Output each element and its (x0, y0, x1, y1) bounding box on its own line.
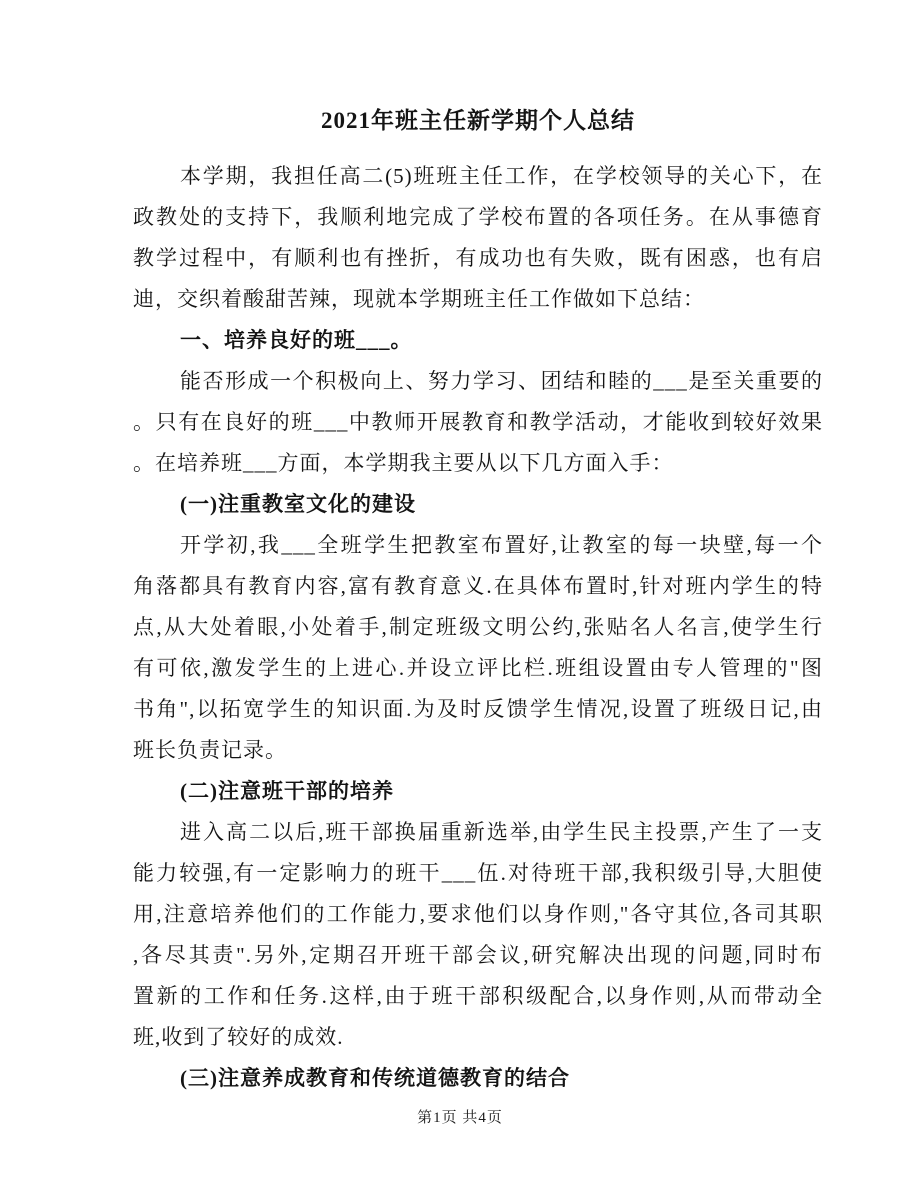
heading-line: 一、培养良好的班___。 (180, 328, 413, 352)
text-line: 班长负责记录。 (133, 738, 287, 762)
text-line: 能力较强,有一定影响力的班干___伍.对待班干部,我积级引导,大胆使 (133, 861, 823, 885)
text-line: 本学期，我担任高二(5)班班主任工作，在学校领导的关心下，在 (180, 164, 823, 188)
section-heading (133, 320, 823, 361)
text-line: 迪，交织着酸甜苦辣，现就本学期班主任工作做如下总结： (133, 287, 705, 311)
page-footer: 第1页 共4页 (417, 1110, 503, 1126)
text-line: 角落都具有教育内容,富有教育意义.在具体布置时,针对班内学生的特 (133, 574, 823, 598)
text-line: 开学初,我___全班学生把教室布置好,让教室的每一块壁,每一个 (180, 533, 823, 557)
section-heading (133, 771, 823, 812)
text-line: 进入高二以后,班干部换届重新选举,由学生民主投票,产生了一支 (180, 820, 823, 844)
text-line: 政教处的支持下，我顺利地完成了学校布置的各项任务。在从事德育 (133, 205, 823, 229)
section-heading (133, 484, 823, 525)
text-line: 。只有在良好的班___中教师开展教育和教学活动，才能收到较好效果 (133, 410, 823, 434)
document-blocks (133, 156, 823, 1099)
text-line: 。在培养班___方面，本学期我主要从以下几方面入手： (133, 451, 674, 475)
text-line: 有可依,激发学生的上进心.并设立评比栏.班组设置由专人管理的"图 (133, 656, 823, 680)
text-line: 点,从大处着眼,小处着手,制定班级文明公约,张贴名人名言,使学生行 (133, 615, 823, 639)
text-line: 班,收到了较好的成效. (133, 1025, 344, 1049)
text-line: 用,注意培养他们的工作能力,要求他们以身作则,"各守其位,各司其职 (133, 902, 823, 926)
heading-line: (三)注意养成教育和传统道德教育的结合 (180, 1066, 570, 1090)
text-line: 教学过程中，有顺利也有挫折，有成功也有失败，既有困惑，也有启 (133, 246, 823, 270)
paragraph (133, 156, 823, 320)
heading-line: (二)注意班干部的培养 (180, 779, 394, 803)
paragraph (133, 812, 823, 1058)
text-line: 能否形成一个积极向上、努力学习、团结和睦的___是至关重要的 (180, 369, 823, 393)
text-line: 置新的工作和任务.这样,由于班干部积级配合,以身作则,从而带动全 (133, 984, 823, 1008)
text-line: ,各尽其责".另外,定期召开班干部会议,研究解决出现的问题,同时布 (133, 943, 823, 967)
document-title: 2021年班主任新学期个人总结 (321, 108, 635, 133)
paragraph (133, 525, 823, 771)
paragraph (133, 361, 823, 484)
heading-line: (一)注重教室文化的建设 (180, 492, 416, 516)
text-line: 书角",以拓宽学生的知识面.为及时反馈学生情况,设置了班级日记,由 (133, 697, 823, 721)
section-heading (133, 1058, 823, 1099)
